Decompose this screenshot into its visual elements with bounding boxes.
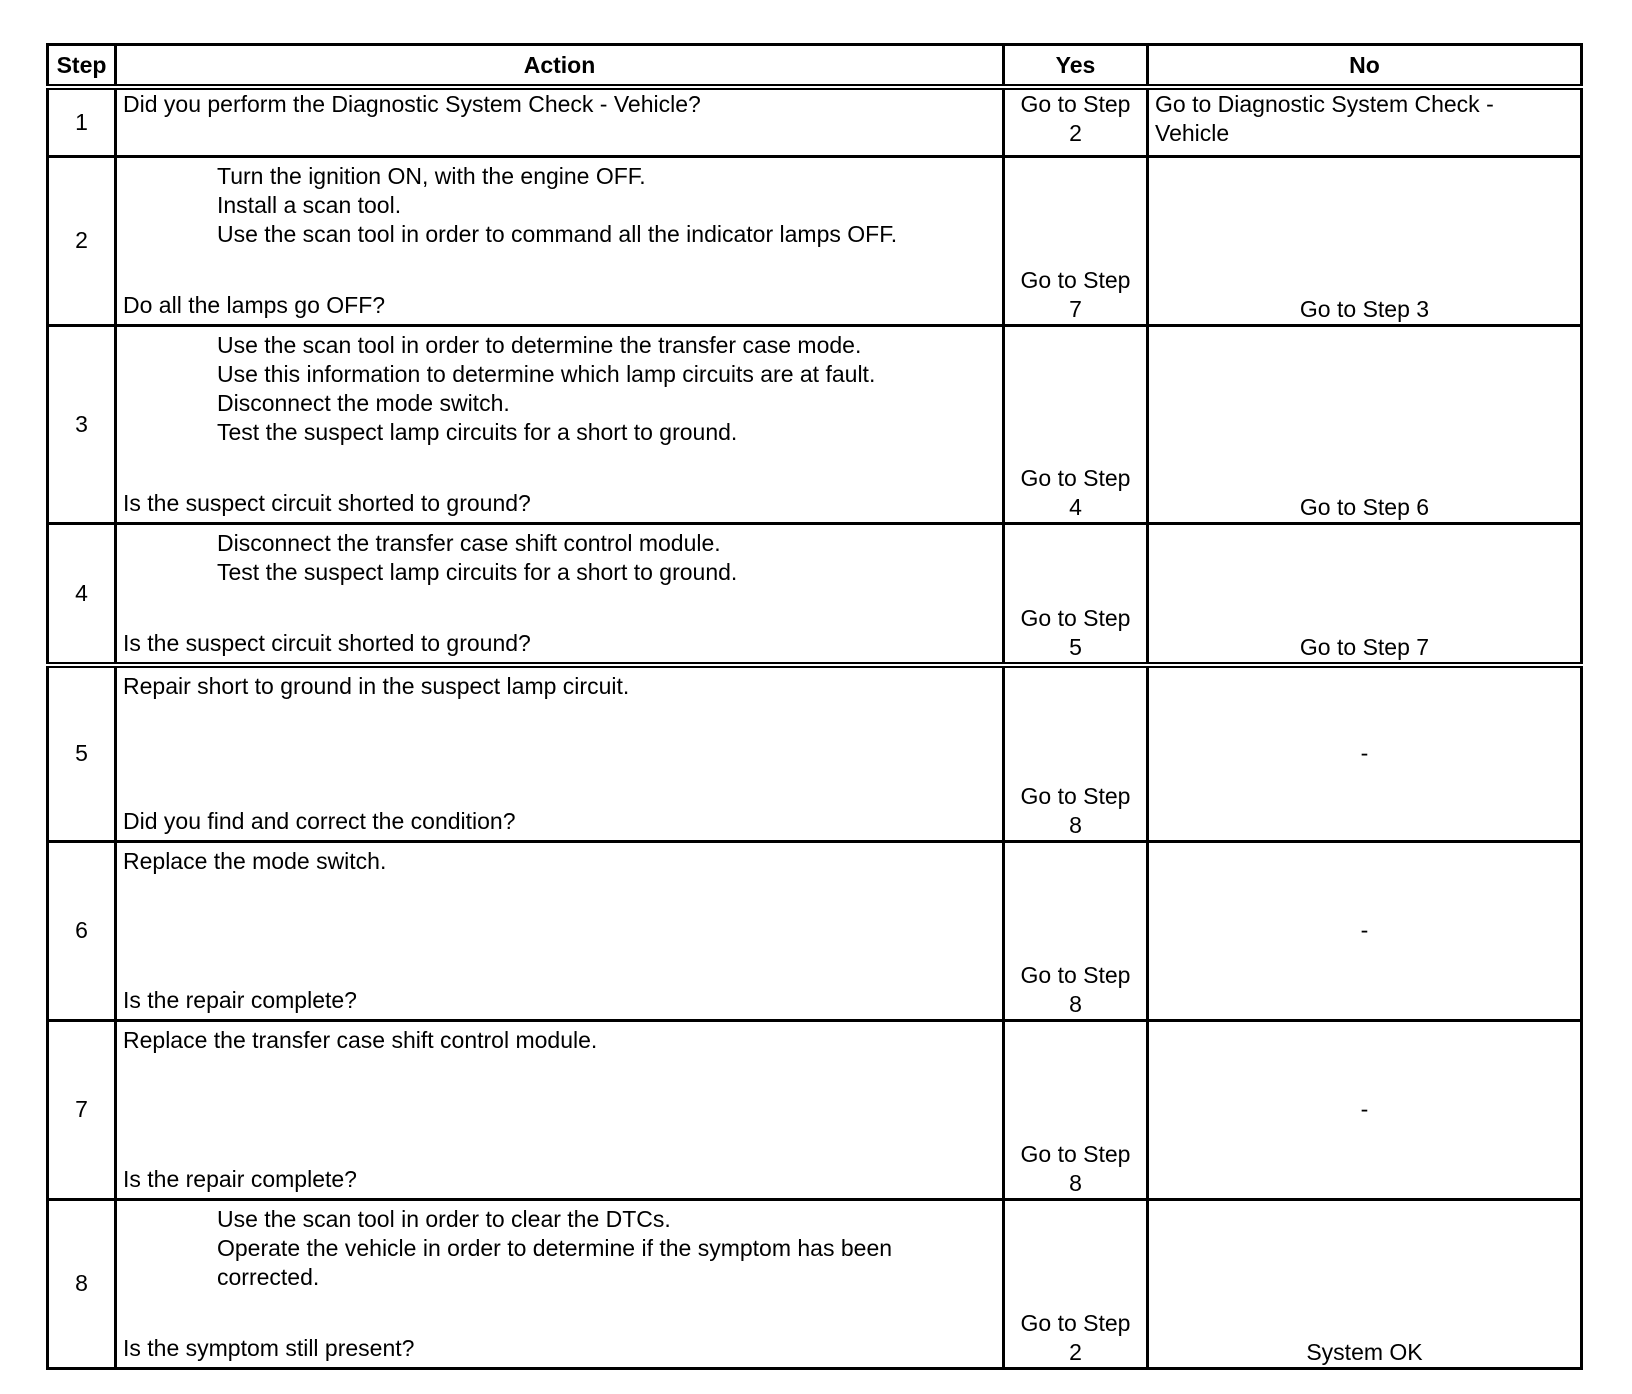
no-result: Go to Step 6 [1148,325,1582,523]
action-question: Is the suspect circuit shorted to ground? [123,489,531,516]
action-question: Did you find and correct the condition? [123,807,516,834]
step-number: 1 [48,87,116,156]
no-result: Go to Diagnostic System Check - Vehicle [1148,87,1582,156]
action-cell [116,156,1004,325]
action-instruction: Replace the mode switch. [123,847,387,874]
action-cell [116,523,1004,665]
yes-result: Go to Step 8 [1004,665,1148,842]
yes-result: Go to Step 8 [1004,1020,1148,1199]
table-row [48,523,1582,665]
action-question: Do all the lamps go OFF? [123,291,386,318]
table-row [48,1020,1582,1199]
no-result: Go to Step 7 [1148,523,1582,665]
no-result: System OK [1148,1199,1582,1368]
table-row [48,156,1582,325]
action-steps [123,529,996,587]
header-step: Step [48,45,116,88]
action-cell [116,841,1004,1020]
action-step: Use this information to determine which lamp circuits are at fault. [217,360,876,387]
step-number: 8 [48,1199,116,1368]
action-cell [116,665,1004,842]
action-step: Disconnect the transfer case shift control module. [217,529,721,556]
action-question: Is the repair complete? [123,986,357,1013]
action-question: Is the repair complete? [123,1165,357,1192]
action-instruction: Repair short to ground in the suspect lamp circuit. [123,672,630,699]
action-steps [123,1205,996,1292]
step-number: 3 [48,325,116,523]
step-number: 5 [48,665,116,842]
header-action: Action [116,45,1004,88]
yes-result: Go to Step 7 [1004,156,1148,325]
yes-result: Go to Step 5 [1004,523,1148,665]
no-result: Go to Step 3 [1148,156,1582,325]
diagnostic-table [46,43,1583,1370]
action-step: Test the suspect lamp circuits for a short to ground. [217,418,738,445]
no-result: - [1148,841,1582,1020]
action-step: Use the scan tool in order to determine the transfer case mode. [217,331,862,358]
action-cell [116,1199,1004,1368]
table-row [48,841,1582,1020]
no-result: - [1148,665,1582,842]
step-number: 7 [48,1020,116,1199]
yes-result: Go to Step 4 [1004,325,1148,523]
yes-result: Go to Step 8 [1004,841,1148,1020]
action-cell [116,325,1004,523]
no-result: - [1148,1020,1582,1199]
yes-result: Go to Step 2 [1004,1199,1148,1368]
table-row [48,665,1582,842]
header-row [48,45,1582,88]
action-question: Is the suspect circuit shorted to ground? [123,629,531,656]
action-step: Operate the vehicle in order to determine if the symptom has been corrected. [217,1234,893,1290]
step-number: 2 [48,156,116,325]
action-step: Use the scan tool in order to clear the DTCs. [217,1205,671,1232]
table-row [48,87,1582,156]
step-number: 4 [48,523,116,665]
action-step: Test the suspect lamp circuits for a short to ground. [217,558,738,585]
action-step: Use the scan tool in order to command all the indicator lamps OFF. [217,220,898,247]
action-step: Install a scan tool. [217,191,402,218]
action-cell [116,1020,1004,1199]
action-step: Disconnect the mode switch. [217,389,510,416]
table-row [48,325,1582,523]
action-question: Is the symptom still present? [123,1334,415,1361]
action-instruction: Replace the transfer case shift control module. [123,1026,598,1053]
action-step: Turn the ignition ON, with the engine OFF. [217,162,646,189]
header-yes: Yes [1004,45,1148,88]
action-steps [123,331,996,447]
action-question: Did you perform the Diagnostic System Check - Vehicle? [116,87,1004,156]
step-number: 6 [48,841,116,1020]
table-row [48,1199,1582,1368]
header-no: No [1148,45,1582,88]
yes-result: Go to Step 2 [1004,87,1148,156]
action-steps [123,162,996,249]
